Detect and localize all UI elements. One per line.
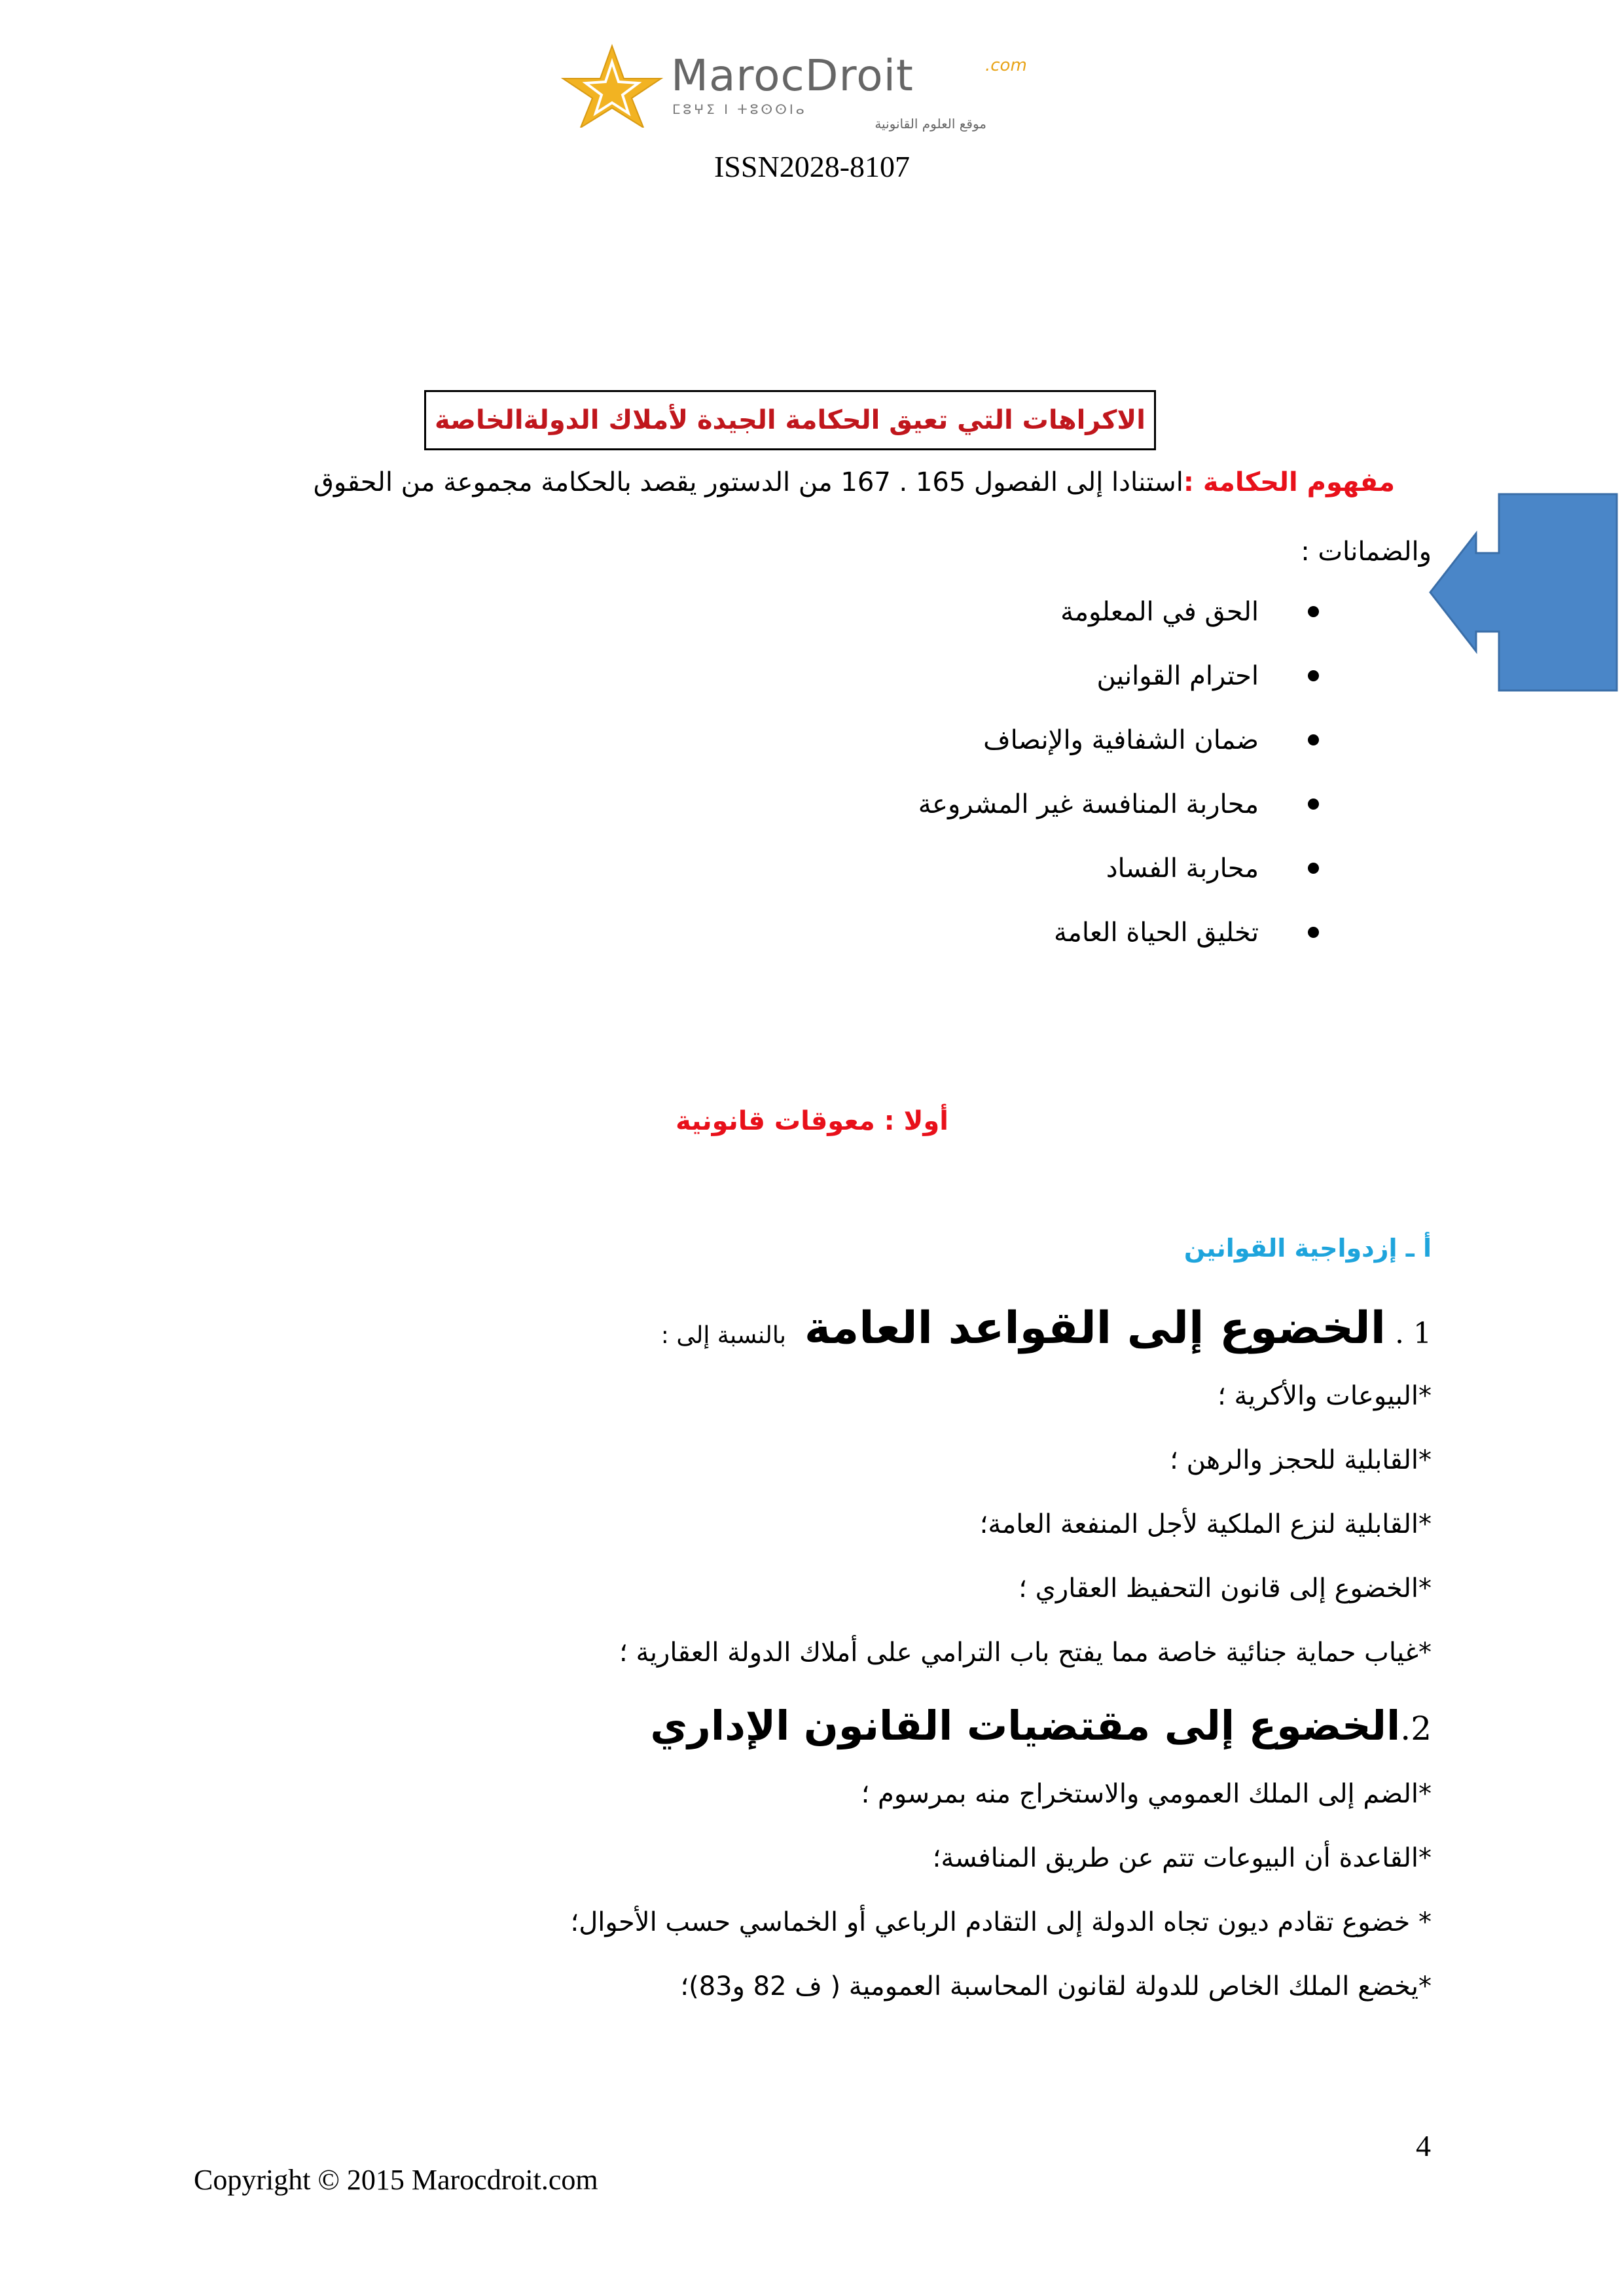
copyright: Copyright © 2015 Marocdroit.com (194, 2164, 598, 2196)
heading-1-suffix: بالنسبة إلى : (660, 1322, 786, 1349)
bullet-icon (1308, 606, 1319, 617)
logo-arabic: موقع العلوم القانونية (875, 116, 986, 132)
list-item: ضمان الشفافية والإنصاف (918, 717, 1319, 781)
marocdroit-logo (533, 43, 1070, 132)
definition-continuation: والضمانات : (1301, 537, 1432, 567)
list-item: *الخضوع إلى قانون التحفيظ العقاري ؛ (1019, 1573, 1432, 1604)
guarantees-list (918, 589, 1319, 974)
list-item: *البيوعات والأكرية ؛ (1218, 1381, 1432, 1411)
bullet-icon (1308, 863, 1319, 874)
list-item: محاربة المنافسة غير المشروعة (918, 781, 1319, 846)
title-box (424, 390, 1156, 450)
list-item: *غياب حماية جنائية خاصة مما يفتح باب الترامي على أملاك الدولة العقارية ؛ (619, 1638, 1432, 1668)
issn: ISSN2028-8107 (713, 150, 911, 183)
list-item: *يخضع الملك الخاص للدولة لقانون المحاسبة العمومية ( ف 82 و83)؛ (680, 1971, 1432, 2001)
heading-1-title: الخضوع إلى القواعد العامة (804, 1302, 1386, 1354)
heading-2-number: 2. (1400, 1710, 1432, 1748)
logo-suffix: .com (985, 56, 1027, 75)
star-logo-icon (533, 43, 677, 128)
list-item: *الضم إلى الملك العمومي والاستخراج منه بمرسوم ؛ (861, 1779, 1432, 1809)
heading-1-number: 1 . (1395, 1317, 1432, 1350)
list-item: *القابلية لنزع الملكية لأجل المنفعة العامة؛ (979, 1509, 1432, 1539)
bullet-icon (1308, 734, 1319, 745)
list-item: الحق في المعلومة (918, 589, 1319, 653)
heading-2 (650, 1702, 1432, 1749)
page-number: 4 (1416, 2129, 1431, 2162)
definition-label: مفهوم الحكامة : (1183, 467, 1395, 497)
page-title: الاكراهات التي تعيق الحكامة الجيدة لأملاك الدولةالخاصة (435, 405, 1146, 435)
bullet-icon (1308, 670, 1319, 681)
bullet-icon (1308, 927, 1319, 938)
list-item: *القابلية للحجز والرهن ؛ (1170, 1445, 1432, 1475)
logo-tifinagh: ⵎⵓⵖⵉ ⵏ ⵜⵓⵙⵙⵏⴰ (672, 101, 807, 117)
heading-2-title: الخضوع إلى مقتضيات القانون الإداري (650, 1702, 1401, 1749)
definition-text: استنادا إلى الفصول 165 . 167 من الدستور يقصد بالحكامة مجموعة من الحقوق (313, 467, 1183, 497)
list-item: تخليق الحياة العامة (918, 910, 1319, 974)
heading-1 (661, 1302, 1432, 1354)
bullet-icon (1308, 798, 1319, 810)
list-item: *القاعدة أن البيوعات تتم عن طريق المنافسة؛ (932, 1843, 1432, 1873)
list-item: محاربة الفساد (918, 846, 1319, 910)
section-heading: أولا : معوقات قانونية (676, 1106, 948, 1136)
list-item: احترام القوانين (918, 653, 1319, 717)
list-item: * خضوع تقادم ديون تجاه الدولة إلى التقادم الرباعي أو الخماسي حسب الأحوال؛ (570, 1907, 1432, 1937)
left-arrow-icon (1427, 491, 1623, 694)
definition-line (314, 467, 1395, 497)
logo-text: MarocDroit (671, 50, 914, 101)
subsection-heading: أ ـ إزدواجية القوانين (1183, 1234, 1432, 1263)
